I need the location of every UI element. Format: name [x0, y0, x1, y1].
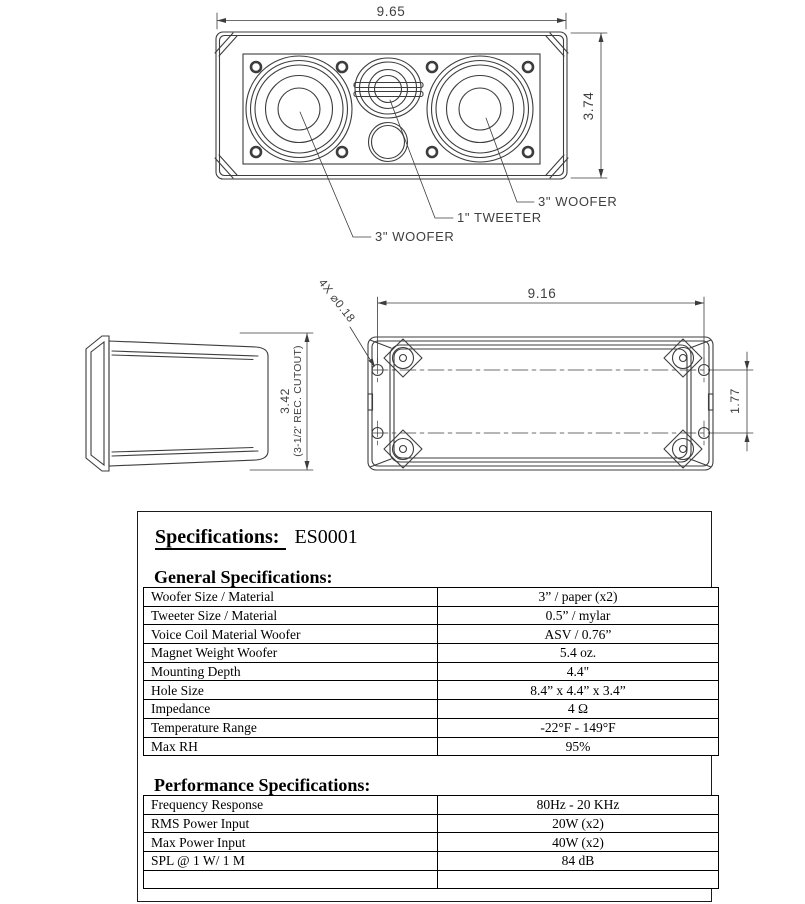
tweeter-drawing [354, 58, 423, 118]
spec-value-cell: 80Hz - 20 KHz [438, 796, 719, 815]
front-height-value: 3.74 [581, 91, 596, 121]
corner-gussets [384, 339, 702, 468]
spec-title [155, 526, 358, 549]
spec-title-label: Specifications: [155, 526, 286, 550]
side-height-value: 3.42 [278, 388, 292, 414]
spec-label-cell: RMS Power Input [144, 814, 438, 833]
spec-row [144, 833, 719, 852]
spec-row [144, 644, 719, 663]
hole-callout-label: 4X ⌀0.18 [315, 277, 357, 326]
rear-view [316, 277, 753, 470]
spec-label-cell: Frequency Response [144, 796, 438, 815]
side-view [86, 333, 313, 471]
spec-label-cell: Mounting Depth [144, 662, 438, 681]
spec-label-cell: Voice Coil Material Woofer [144, 625, 438, 644]
spec-label-cell: Temperature Range [144, 718, 438, 737]
spec-value-cell: 20W (x2) [438, 814, 719, 833]
front-view [215, 4, 617, 244]
general-specs-heading: General Specifications: [154, 567, 333, 587]
spec-row [144, 737, 719, 756]
left-woofer-label: 3" WOOFER [375, 229, 455, 244]
spec-value-cell: 3” / paper (x2) [438, 588, 719, 607]
speaker-cabinet-front [215, 32, 568, 179]
general-specifications-table [143, 587, 719, 756]
spec-row [144, 852, 719, 871]
spec-value-cell: ASV / 0.76” [438, 625, 719, 644]
front-width-value: 9.65 [376, 4, 406, 19]
rear-width-value: 9.16 [527, 286, 557, 301]
spec-row [144, 606, 719, 625]
spec-label-cell: Tweeter Size / Material [144, 606, 438, 625]
spec-label-cell: Woofer Size / Material [144, 588, 438, 607]
spec-label-cell: Impedance [144, 700, 438, 719]
spec-row [144, 814, 719, 833]
spec-row [144, 625, 719, 644]
mounting-holes [372, 365, 710, 439]
performance-specifications-table [143, 795, 719, 889]
spec-value-cell: 8.4” x 4.4” x 3.4” [438, 681, 719, 700]
spec-row [144, 700, 719, 719]
right-woofer-drawing [427, 56, 533, 162]
spec-row [144, 718, 719, 737]
spec-label-cell: Max Power Input [144, 833, 438, 852]
spec-value-cell: 4 Ω [438, 700, 719, 719]
spec-row [144, 681, 719, 700]
centerlines [372, 358, 709, 445]
hole-callout-leader [350, 327, 375, 367]
spec-value-cell: -22°F - 149°F [438, 718, 719, 737]
rear-width-dimension [378, 297, 705, 363]
spec-value-cell: 40W (x2) [438, 833, 719, 852]
speaker-cabinet-rear [368, 337, 713, 470]
spec-row [144, 662, 719, 681]
right-woofer-label: 3" WOOFER [538, 194, 618, 209]
spec-label-cell: Max RH [144, 737, 438, 756]
spec-row [144, 588, 719, 607]
spec-row-empty [144, 870, 719, 889]
spec-label-cell: SPL @ 1 W/ 1 M [144, 852, 438, 871]
side-cutout-note: (3-1/2' REC. CUTOUT) [292, 345, 304, 457]
spec-value-cell: 0.5” / mylar [438, 606, 719, 625]
performance-specs-heading: Performance Specifications: [154, 775, 371, 795]
spec-row [144, 796, 719, 815]
left-woofer-drawing [246, 56, 352, 162]
speaker-cabinet-side [86, 336, 268, 471]
spec-label-cell: Hole Size [144, 681, 438, 700]
hole-spacing-value: 1.77 [728, 388, 742, 414]
spec-value-cell: 95% [438, 737, 719, 756]
spec-value-cell-empty [438, 870, 719, 889]
spec-value-cell: 84 dB [438, 852, 719, 871]
port-drawing [369, 123, 408, 162]
spec-value-cell: 5.4 oz. [438, 644, 719, 663]
spec-label-cell: Magnet Weight Woofer [144, 644, 438, 663]
spec-model-number: ES0001 [294, 526, 358, 548]
spec-value-cell: 4.4" [438, 662, 719, 681]
tweeter-label: 1" TWEETER [457, 210, 542, 225]
specifications-panel [137, 511, 712, 902]
spec-label-cell-empty [144, 870, 438, 889]
